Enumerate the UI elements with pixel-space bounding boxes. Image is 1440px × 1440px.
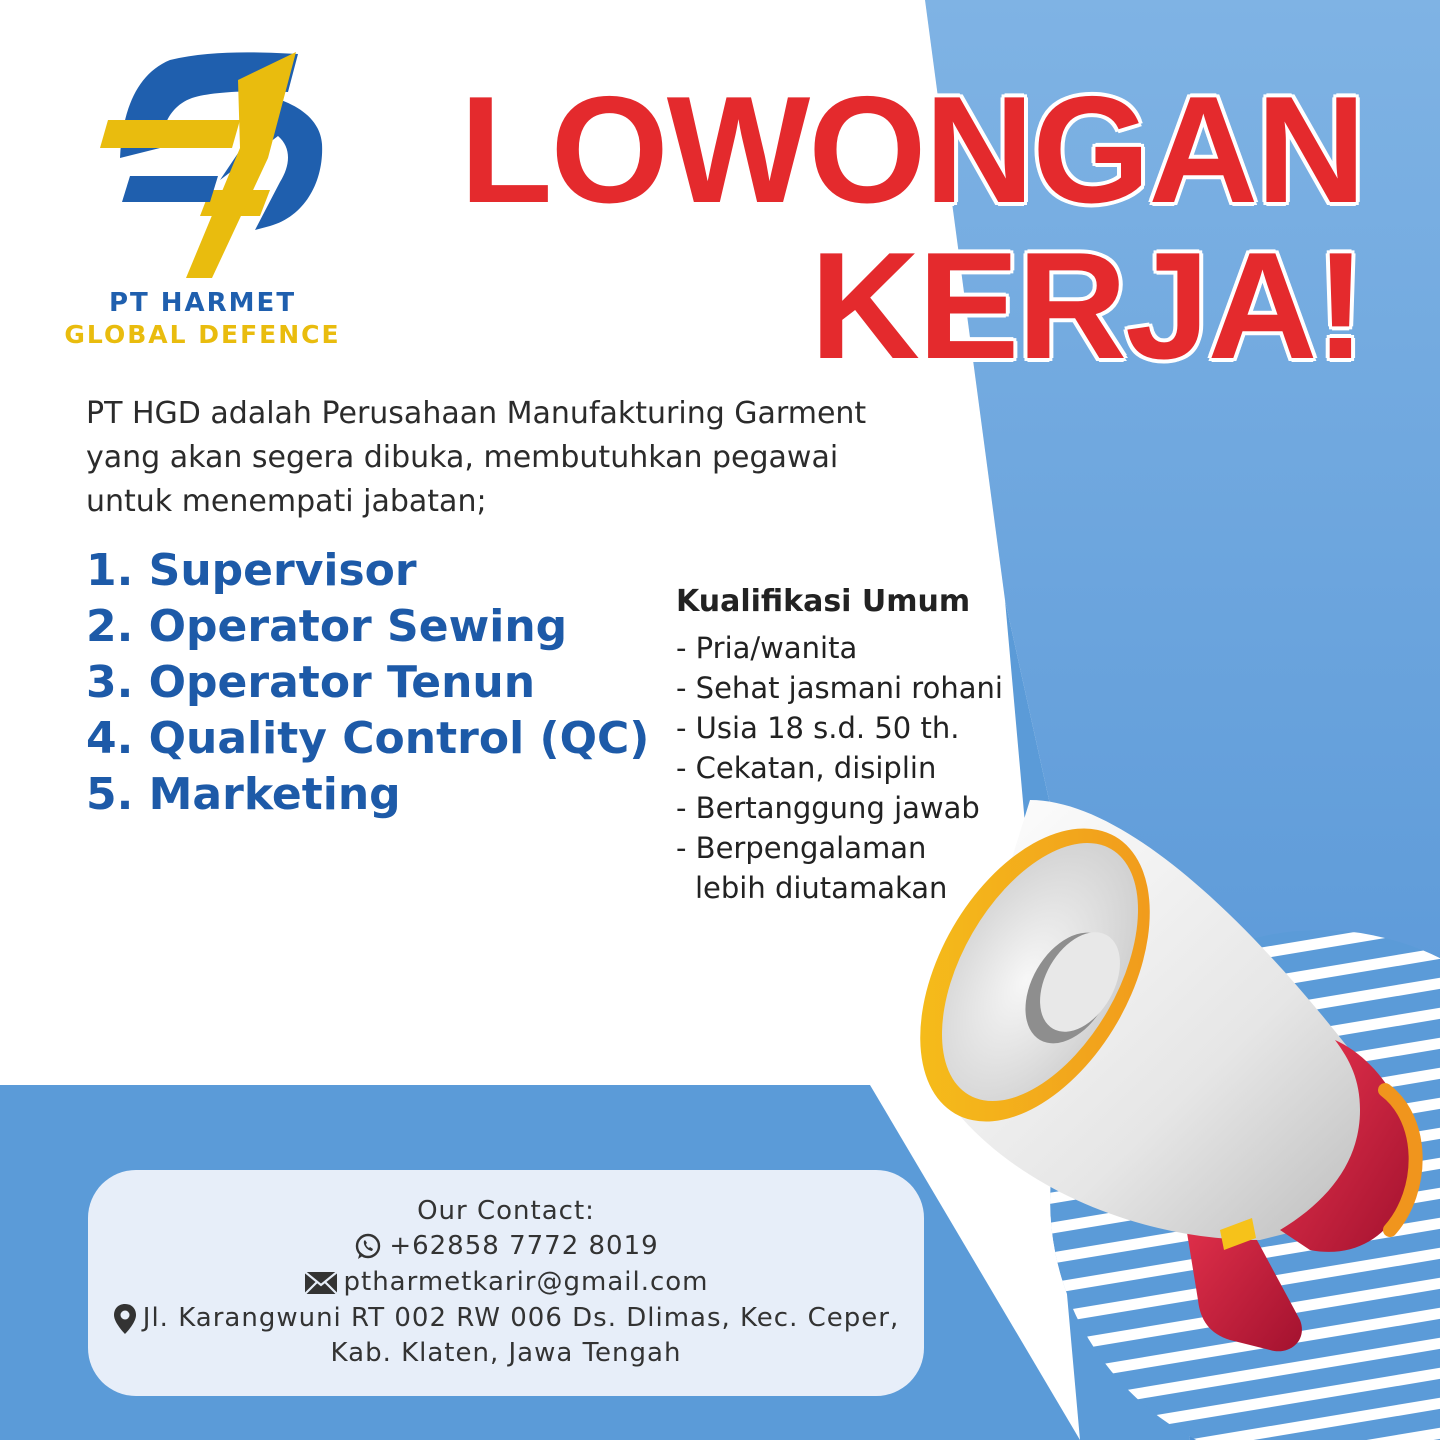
headline-line-2: KERJA! (810, 221, 1364, 391)
intro-line: PT HGD adalah Perusahaan Manufakturing Garment (86, 396, 867, 431)
qualification-item: - Sehat jasmani rohani (676, 671, 1003, 705)
qualification-item-continuation: lebih diutamakan (695, 871, 948, 905)
intro-line: yang akan segera dibuka, membutuhkan pegawai (86, 440, 839, 475)
qualification-item: - Cekatan, disiplin (676, 751, 937, 785)
position-item: 3. Operator Tenun (86, 657, 536, 708)
company-subname: GLOBAL DEFENCE (64, 320, 341, 349)
qualification-item: - Berpengalaman (676, 831, 927, 865)
contact-phone-row (88, 1229, 924, 1263)
harmet-logo-mark-icon (100, 40, 340, 285)
contact-address-line-2: Kab. Klaten, Jawa Tengah (330, 1338, 682, 1368)
intro-line: untuk menempati jabatan; (86, 484, 487, 519)
company-name: PT HARMET (108, 288, 297, 318)
contact-email-row (88, 1265, 924, 1299)
position-item: 2. Operator Sewing (86, 601, 568, 652)
contact-phone-link[interactable]: +62858 7772 8019 (389, 1231, 659, 1261)
megaphone-icon (880, 760, 1440, 1380)
contact-box (88, 1170, 924, 1396)
qualification-item: - Bertanggung jawab (676, 791, 980, 825)
intro-text (86, 392, 916, 524)
position-item: 5. Marketing (86, 769, 401, 820)
positions-list (86, 543, 649, 823)
contact-title: Our Contact: (417, 1196, 595, 1226)
company-logo (40, 40, 380, 360)
qualification-item: - Pria/wanita (676, 631, 858, 665)
mail-icon (304, 1271, 338, 1295)
headline-line-1: LOWONGAN (459, 65, 1364, 235)
contact-email-link[interactable]: ptharmetkarir@gmail.com (343, 1267, 709, 1297)
whatsapp-icon (353, 1232, 383, 1262)
qualification-item: - Usia 18 s.d. 50 th. (676, 711, 960, 745)
location-pin-icon (113, 1303, 137, 1335)
position-item: 1. Supervisor (86, 545, 417, 596)
qualifications-title: Kualifikasi Umum (676, 584, 971, 619)
contact-address-line-1: Jl. Karangwuni RT 002 RW 006 Ds. Dlimas, Kec. Ceper, (142, 1303, 900, 1333)
contact-address-row (88, 1301, 924, 1335)
position-item: 4. Quality Control (QC) (86, 713, 650, 764)
